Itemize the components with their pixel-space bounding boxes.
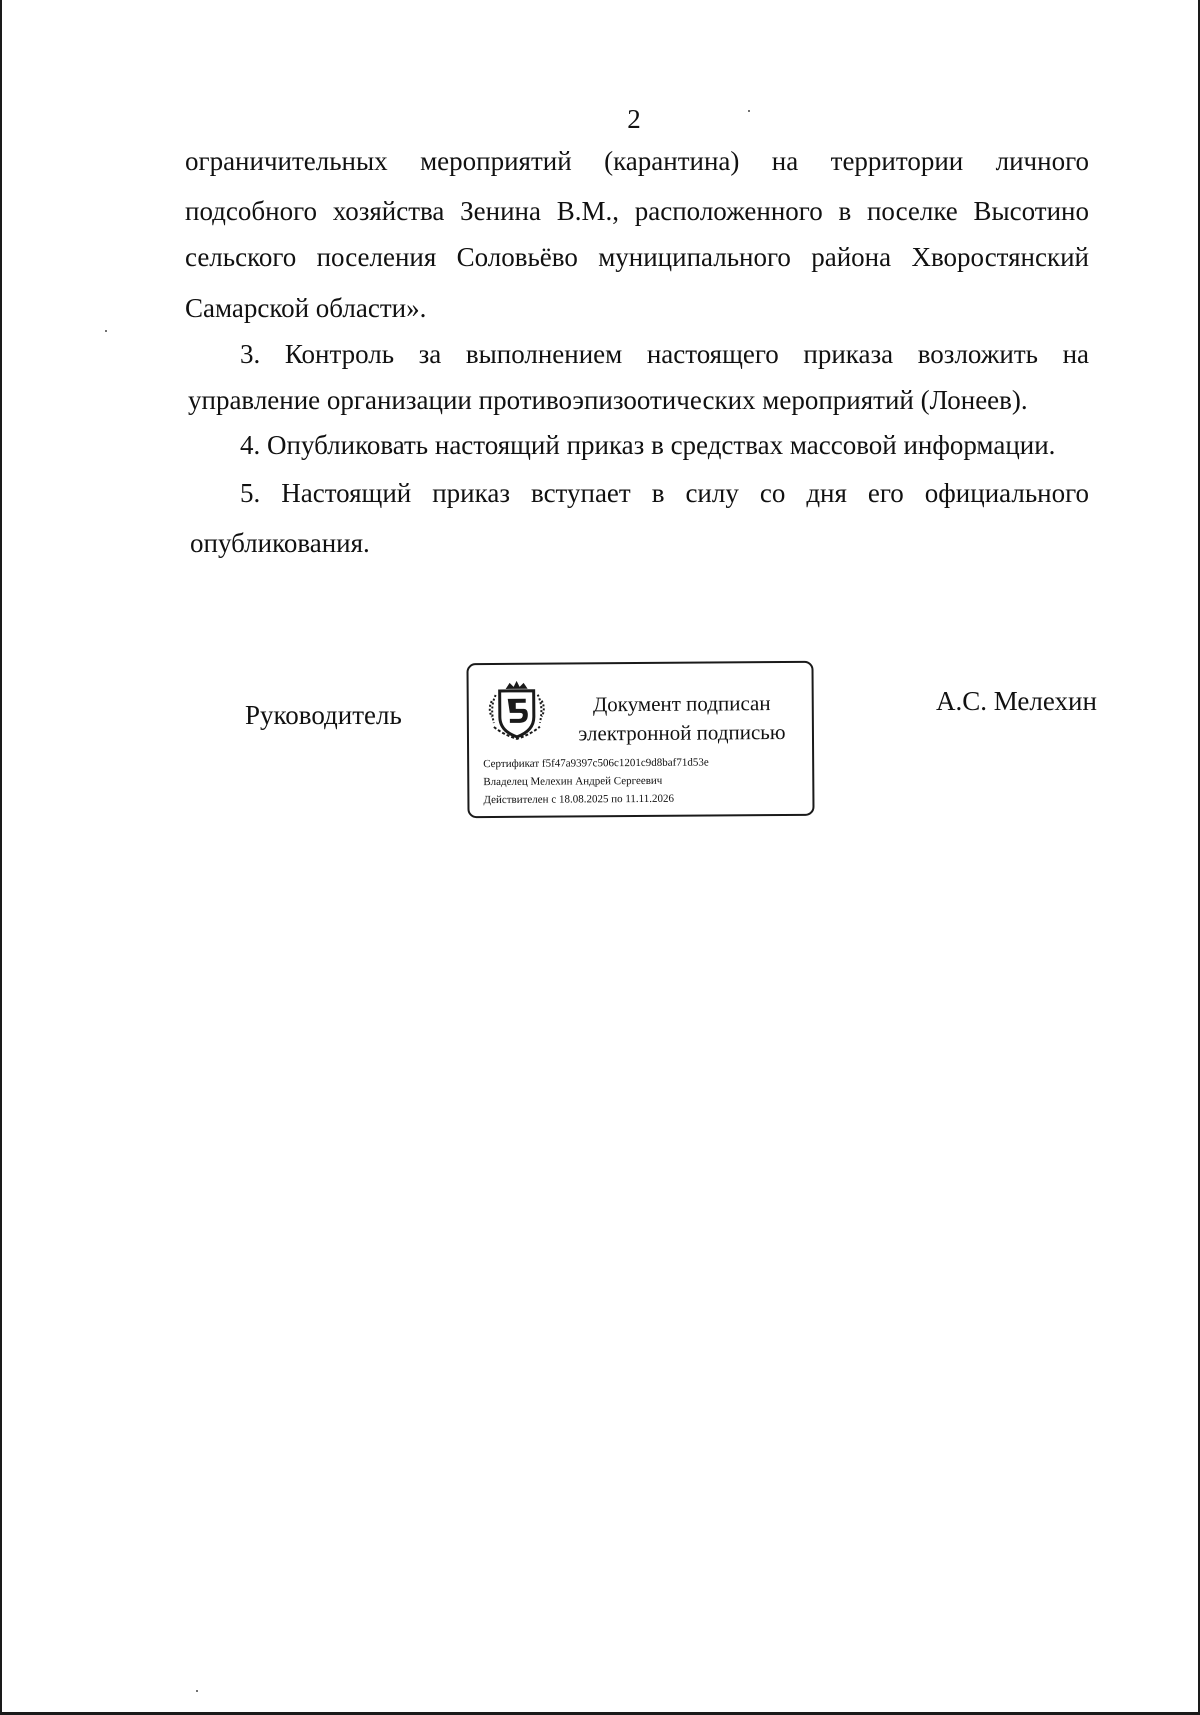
stamp-details [483, 754, 709, 810]
stamp-owner: Владелец Мелехин Андрей Сергеевич [483, 774, 663, 789]
item-3-line-2: управление организации противоэпизоотических мероприятий (Лонеев). [188, 385, 1028, 415]
paragraph-1-line-2: подсобного хозяйства Зенина В.М., расположенного в поселке Высотино [185, 196, 1089, 226]
scan-border-left [0, 0, 2, 1715]
signer-name: А.С. Мелехин [936, 686, 1097, 716]
stamp-title-line-1: Документ подписан [592, 691, 771, 717]
page-number: 2 [627, 104, 641, 134]
paragraph-1-line-4: Самарской области». [185, 293, 427, 323]
item-5-line-1: 5. Настоящий приказ вступает в силу со дня его официального [240, 478, 1089, 508]
scan-speck [196, 1690, 198, 1692]
stamp-title-line-2: электронной подписью [578, 719, 786, 746]
item-4-line-1: 4. Опубликовать настоящий приказ в средствах массовой информации. [240, 430, 1056, 460]
paragraph-1-line-1: ограничительных мероприятий (карантина) на территории личного [185, 146, 1089, 176]
item-5-line-2: опубликования. [190, 528, 370, 558]
stamp-title [562, 689, 802, 749]
signer-position-title: Руководитель [245, 700, 402, 730]
electronic-signature-stamp [466, 661, 814, 818]
stamp-validity: Действителен с 18.08.2025 по 11.11.2026 [483, 792, 675, 807]
stamp-certificate: Сертификат f5f47a9397c506c1201c9d8baf71d53e [483, 756, 709, 771]
item-3-line-1: 3. Контроль за выполнением настоящего приказа возложить на [240, 339, 1089, 369]
paragraph-1-line-3: сельского поселения Соловьёво муниципального района Хворостянский [185, 242, 1089, 272]
coat-of-arms-icon [486, 679, 548, 741]
scan-speck [105, 330, 107, 332]
